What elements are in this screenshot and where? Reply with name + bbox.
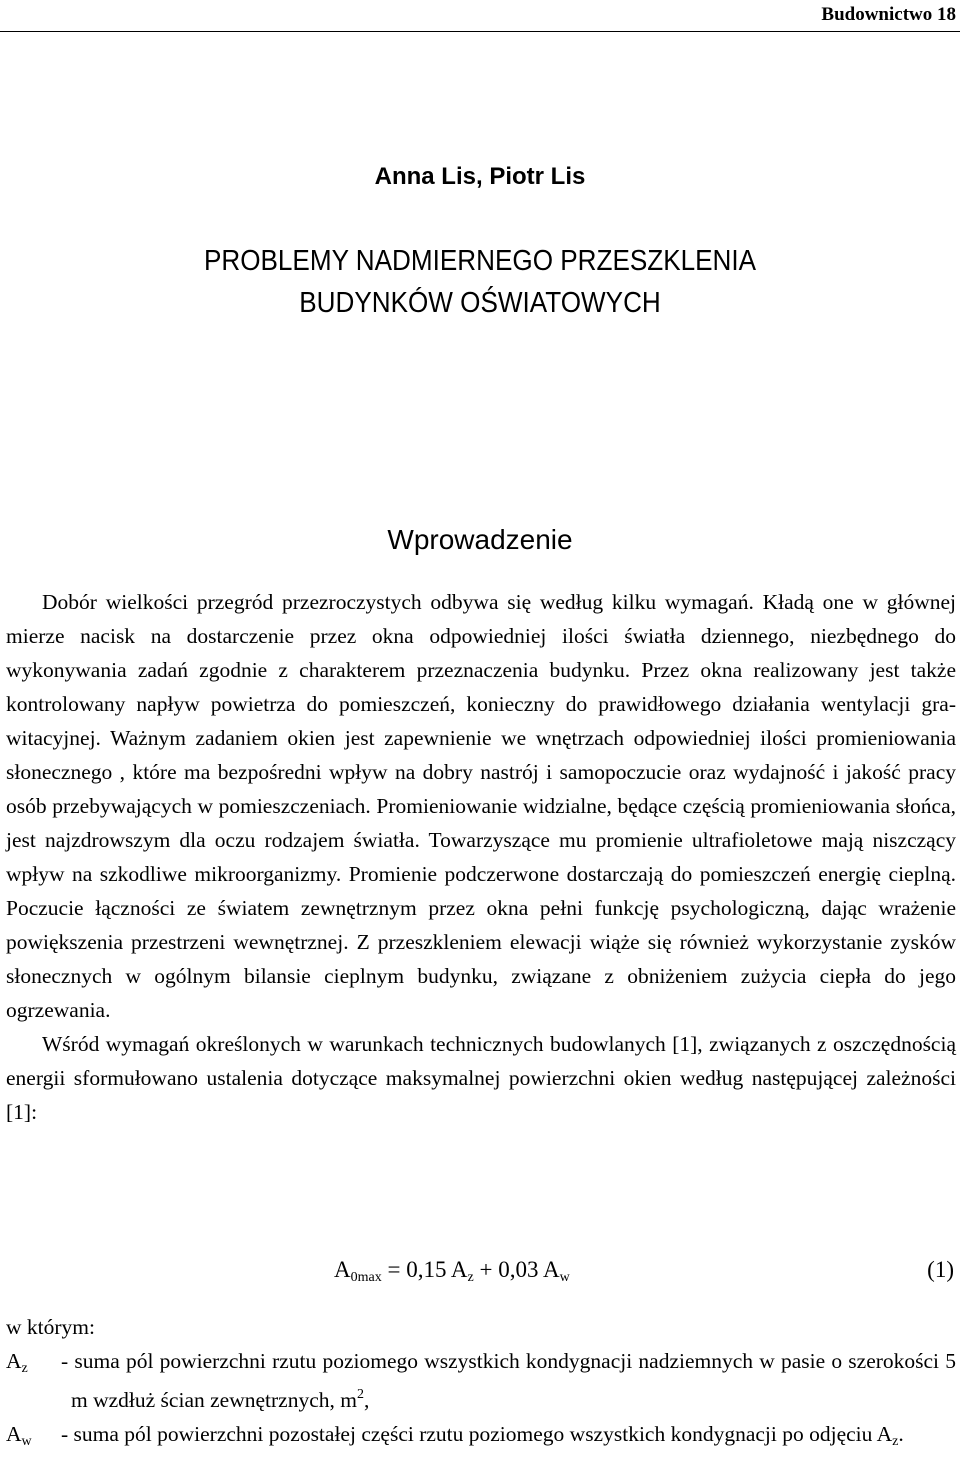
- definition-symbol: $A_z$: [6, 1349, 28, 1376]
- definitions-list: [6, 1344, 956, 1459]
- page-header: [0, 0, 960, 32]
- body-text: [6, 585, 956, 1129]
- where-label: w którym:: [6, 1315, 95, 1339]
- equation-number: (1): [927, 1257, 954, 1282]
- eq-term-2: + 0,03 A: [473, 1257, 560, 1282]
- definition-az: [6, 1344, 956, 1417]
- authors: Anna Lis, Piotr Lis: [374, 163, 586, 190]
- definition-aw: [6, 1417, 956, 1459]
- section-heading: Wprowadzenie: [387, 524, 573, 555]
- definition-symbol: $A_w$: [6, 1422, 32, 1449]
- eq-term-2-sub: w: [559, 1270, 570, 1285]
- title-line-1: PROBLEMY NADMIERNEGO PRZESZKLENIA: [203, 245, 757, 277]
- equation-expression: [334, 1250, 570, 1298]
- eq-lhs: A: [334, 1257, 351, 1282]
- equation-1: [0, 1250, 960, 1290]
- eq-term-1-sub: z: [467, 1270, 474, 1285]
- definition-text: - suma pól powierzchni pozostałej części rzutu poziomego wszystkich kondygnacji po odjęciu $A_z$.: [61, 1422, 904, 1449]
- definition-text: - suma pól powierzchni rzutu poziomego wszystkich kondygnacji nadziemnych w pasie o szerokości 5 m wzdłuż ścian zewnętrznych, $m^2$,: [61, 1349, 956, 1412]
- paragraph-2: Wśród wymagań określonych w warunkach technicznych budowlanych [1], związanych z oszczędnością energii sformułowano ustalenia dotyczące maksymalnej powierzchni okien według następującej zależności [1]:: [6, 1032, 956, 1124]
- eq-lhs-sub: 0max: [350, 1270, 382, 1285]
- title-line-2: BUDYNKÓW OŚWIATOWYCH: [299, 287, 661, 319]
- paper-title: [48, 240, 912, 324]
- journal-name: Budownictwo 18: [821, 4, 956, 25]
- eq-term-1: = 0,15 A: [381, 1257, 468, 1282]
- paragraph-1: Dobór wielkości przegród przezroczystych odbywa się według kilku wymagań. Kładą one w głównej mierze nacisk na dostarczenie przez okna odpowiedniej ilości światła dziennego, niezbędnego do wykonywania zadań zgodnie z charakterem przeznaczenia budynku. Przez okna realizowany jest także kontrolowany napływ powietrza do pomieszczeń, konieczny do prawidłowego działania wentylacji grawitacyjnej. Ważnym zadaniem okien jest zapewnienie we wnętrzach odpowiedniej ilości promieniowania słonecznego , które ma bezpośredni wpływ na dobry nastrój i samopoczucie oraz wydajność i jakość pracy osób przebywających w pomieszczeniach. Promieniowanie widzialne, będące częścią promieniowania słońca, jest najzdrowszym dla oczu rodzajem światła. Towarzyszące mu promienie ultrafioletowe mają niszczący wpływ na szkodliwe mikroorganizmy. Promienie podczerwone dostarczają do pomieszczeń energię cieplną. Poczucie łączności ze światem zewnętrznym przez okna pełni funkcję psychologiczną, dając wrażenie powiększenia przestrzeni wewnętrznej. Z przeszkleniem elewacji wiąże się również wykorzystanie zysków słonecznych w ogólnym bilansie cieplnym budynku, związane z obniżeniem zużycia ciepła do jego ogrzewania.: [6, 590, 956, 1022]
